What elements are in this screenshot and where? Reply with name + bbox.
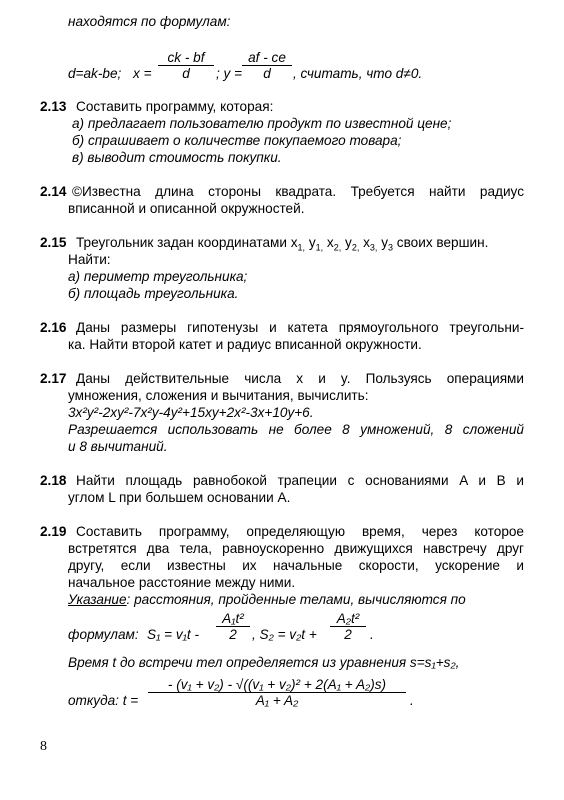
- s2-numerator: A₂t²: [336, 611, 360, 626]
- x-numerator: ck - bf: [167, 50, 205, 65]
- y-numerator: af - ce: [248, 50, 286, 65]
- problem-text: Найти:: [68, 252, 111, 267]
- subscript: 2,: [351, 242, 360, 253]
- s2-denominator: 2: [344, 627, 352, 642]
- subscript: 1,: [297, 242, 306, 253]
- problem-number: 2.15: [40, 235, 67, 250]
- x-denominator: d: [182, 66, 190, 81]
- t-denominator: A₁ + A₂: [255, 693, 299, 708]
- text-fragment: x: [359, 235, 370, 250]
- text-fragment: x: [323, 235, 334, 250]
- subscript: 3,: [369, 242, 378, 253]
- subscript: 2,: [333, 242, 342, 253]
- problem-text: [76, 235, 488, 251]
- problem-number: 2.14: [40, 184, 67, 199]
- subscript: 1,: [315, 242, 324, 253]
- page-number: 8: [40, 739, 47, 754]
- problem-text: Даны действительные числа x и y. Пользуясь операциями: [76, 371, 524, 386]
- problem-text: углом L при большем основании A.: [68, 490, 291, 505]
- hint-label: Указание: [68, 592, 127, 607]
- text-fragment: Треугольник задан координатами x: [76, 235, 298, 250]
- formulas-label: формулам:: [68, 627, 139, 642]
- problem-text: Составить программу, которая:: [76, 99, 274, 114]
- problem-item: б) площадь треугольника.: [68, 286, 239, 301]
- intro-condition: , считать, что d≠0.: [293, 66, 423, 81]
- text-fragment: y: [305, 235, 316, 250]
- y-fraction: [242, 50, 292, 81]
- problem-text: начальное расстояние между ними.: [68, 575, 296, 590]
- s1-numerator: A₁t²: [222, 611, 244, 626]
- text-fragment: своих вершин.: [393, 235, 489, 250]
- s2-formula-tail: .: [370, 627, 374, 642]
- text-fragment: y: [341, 235, 352, 250]
- problem-text: Разрешается использовать не более 8 умножений, 8 сложений: [68, 422, 524, 437]
- problem-text: другу, если известны их начальные скорости, ускорение и: [68, 558, 524, 573]
- problem-number: 2.17: [40, 371, 67, 386]
- problem-text: Даны размеры гипотенузы и катета прямоугольного треугольни-: [76, 320, 524, 335]
- problem-item: в) выводит стоимость покупки.: [72, 150, 282, 165]
- problem-number: 2.19: [40, 524, 67, 539]
- problem-item: б) спрашивает о количестве покупаемого товара;: [72, 133, 402, 148]
- problem-text: ка. Найти второй катет и радиус вписанной окружности.: [68, 337, 422, 352]
- problem-text: ©Известна длина стороны квадрата. Требуется найти радиус: [72, 184, 524, 199]
- problem-item: а) периметр треугольника;: [68, 269, 248, 284]
- subscript: 3: [388, 242, 394, 253]
- x-fraction: [158, 50, 214, 81]
- time-equation-line: Время t до встречи тел определяется из уравнения s=s₁+s₂,: [68, 655, 460, 670]
- math-expression: 3x²y²-2xy²-7x²y-4y²+15xy+2x²-3x+10y+6.: [68, 405, 314, 420]
- problem-text: Составить программу, определяющую время, через которое: [76, 524, 524, 539]
- s2-formula-left: , S₂ = v₂t +: [252, 627, 317, 642]
- t-formula-tail: .: [410, 693, 414, 708]
- s2-fraction: [330, 611, 366, 642]
- t-formula-left: откуда: t =: [68, 693, 139, 708]
- problem-text: встретятся два тела, равноускоренно движущихся навстречу друг: [68, 541, 524, 556]
- problem-item: а) предлагает пользователю продукт по известной цене;: [72, 116, 452, 131]
- t-numerator: - (v₁ + v₂) - √((v₁ + v₂)² + 2(A₁ + A₂)s): [167, 677, 387, 692]
- hint-line: [68, 592, 466, 608]
- problem-text: и 8 вычитаний.: [68, 439, 168, 454]
- problem-text: умножения, сложения и вычитания, вычислить:: [68, 388, 369, 403]
- hint-text: : расстояния, пройденные телами, вычисляются по: [126, 592, 466, 607]
- s1-denominator: 2: [229, 627, 237, 642]
- s1-fraction: [216, 611, 250, 642]
- y-denominator: d: [263, 66, 271, 81]
- t-fraction: [148, 677, 406, 708]
- intro-d-equation: d=ak-be;: [68, 66, 122, 81]
- intro-x-label: x =: [133, 66, 152, 81]
- problem-number: 2.13: [40, 99, 67, 114]
- text-fragment: y: [377, 235, 389, 250]
- problem-text: вписанной и описанной окружностей.: [68, 201, 305, 216]
- problem-number: 2.18: [40, 473, 67, 488]
- intro-y-label: ; y =: [216, 66, 243, 81]
- problem-text: Найти площадь равнобокой трапеции с основаниями A и B и: [76, 473, 524, 488]
- s1-formula-left: S₁ = v₁t -: [147, 627, 200, 642]
- problem-number: 2.16: [40, 320, 67, 335]
- intro-line: находятся по формулам:: [68, 14, 231, 29]
